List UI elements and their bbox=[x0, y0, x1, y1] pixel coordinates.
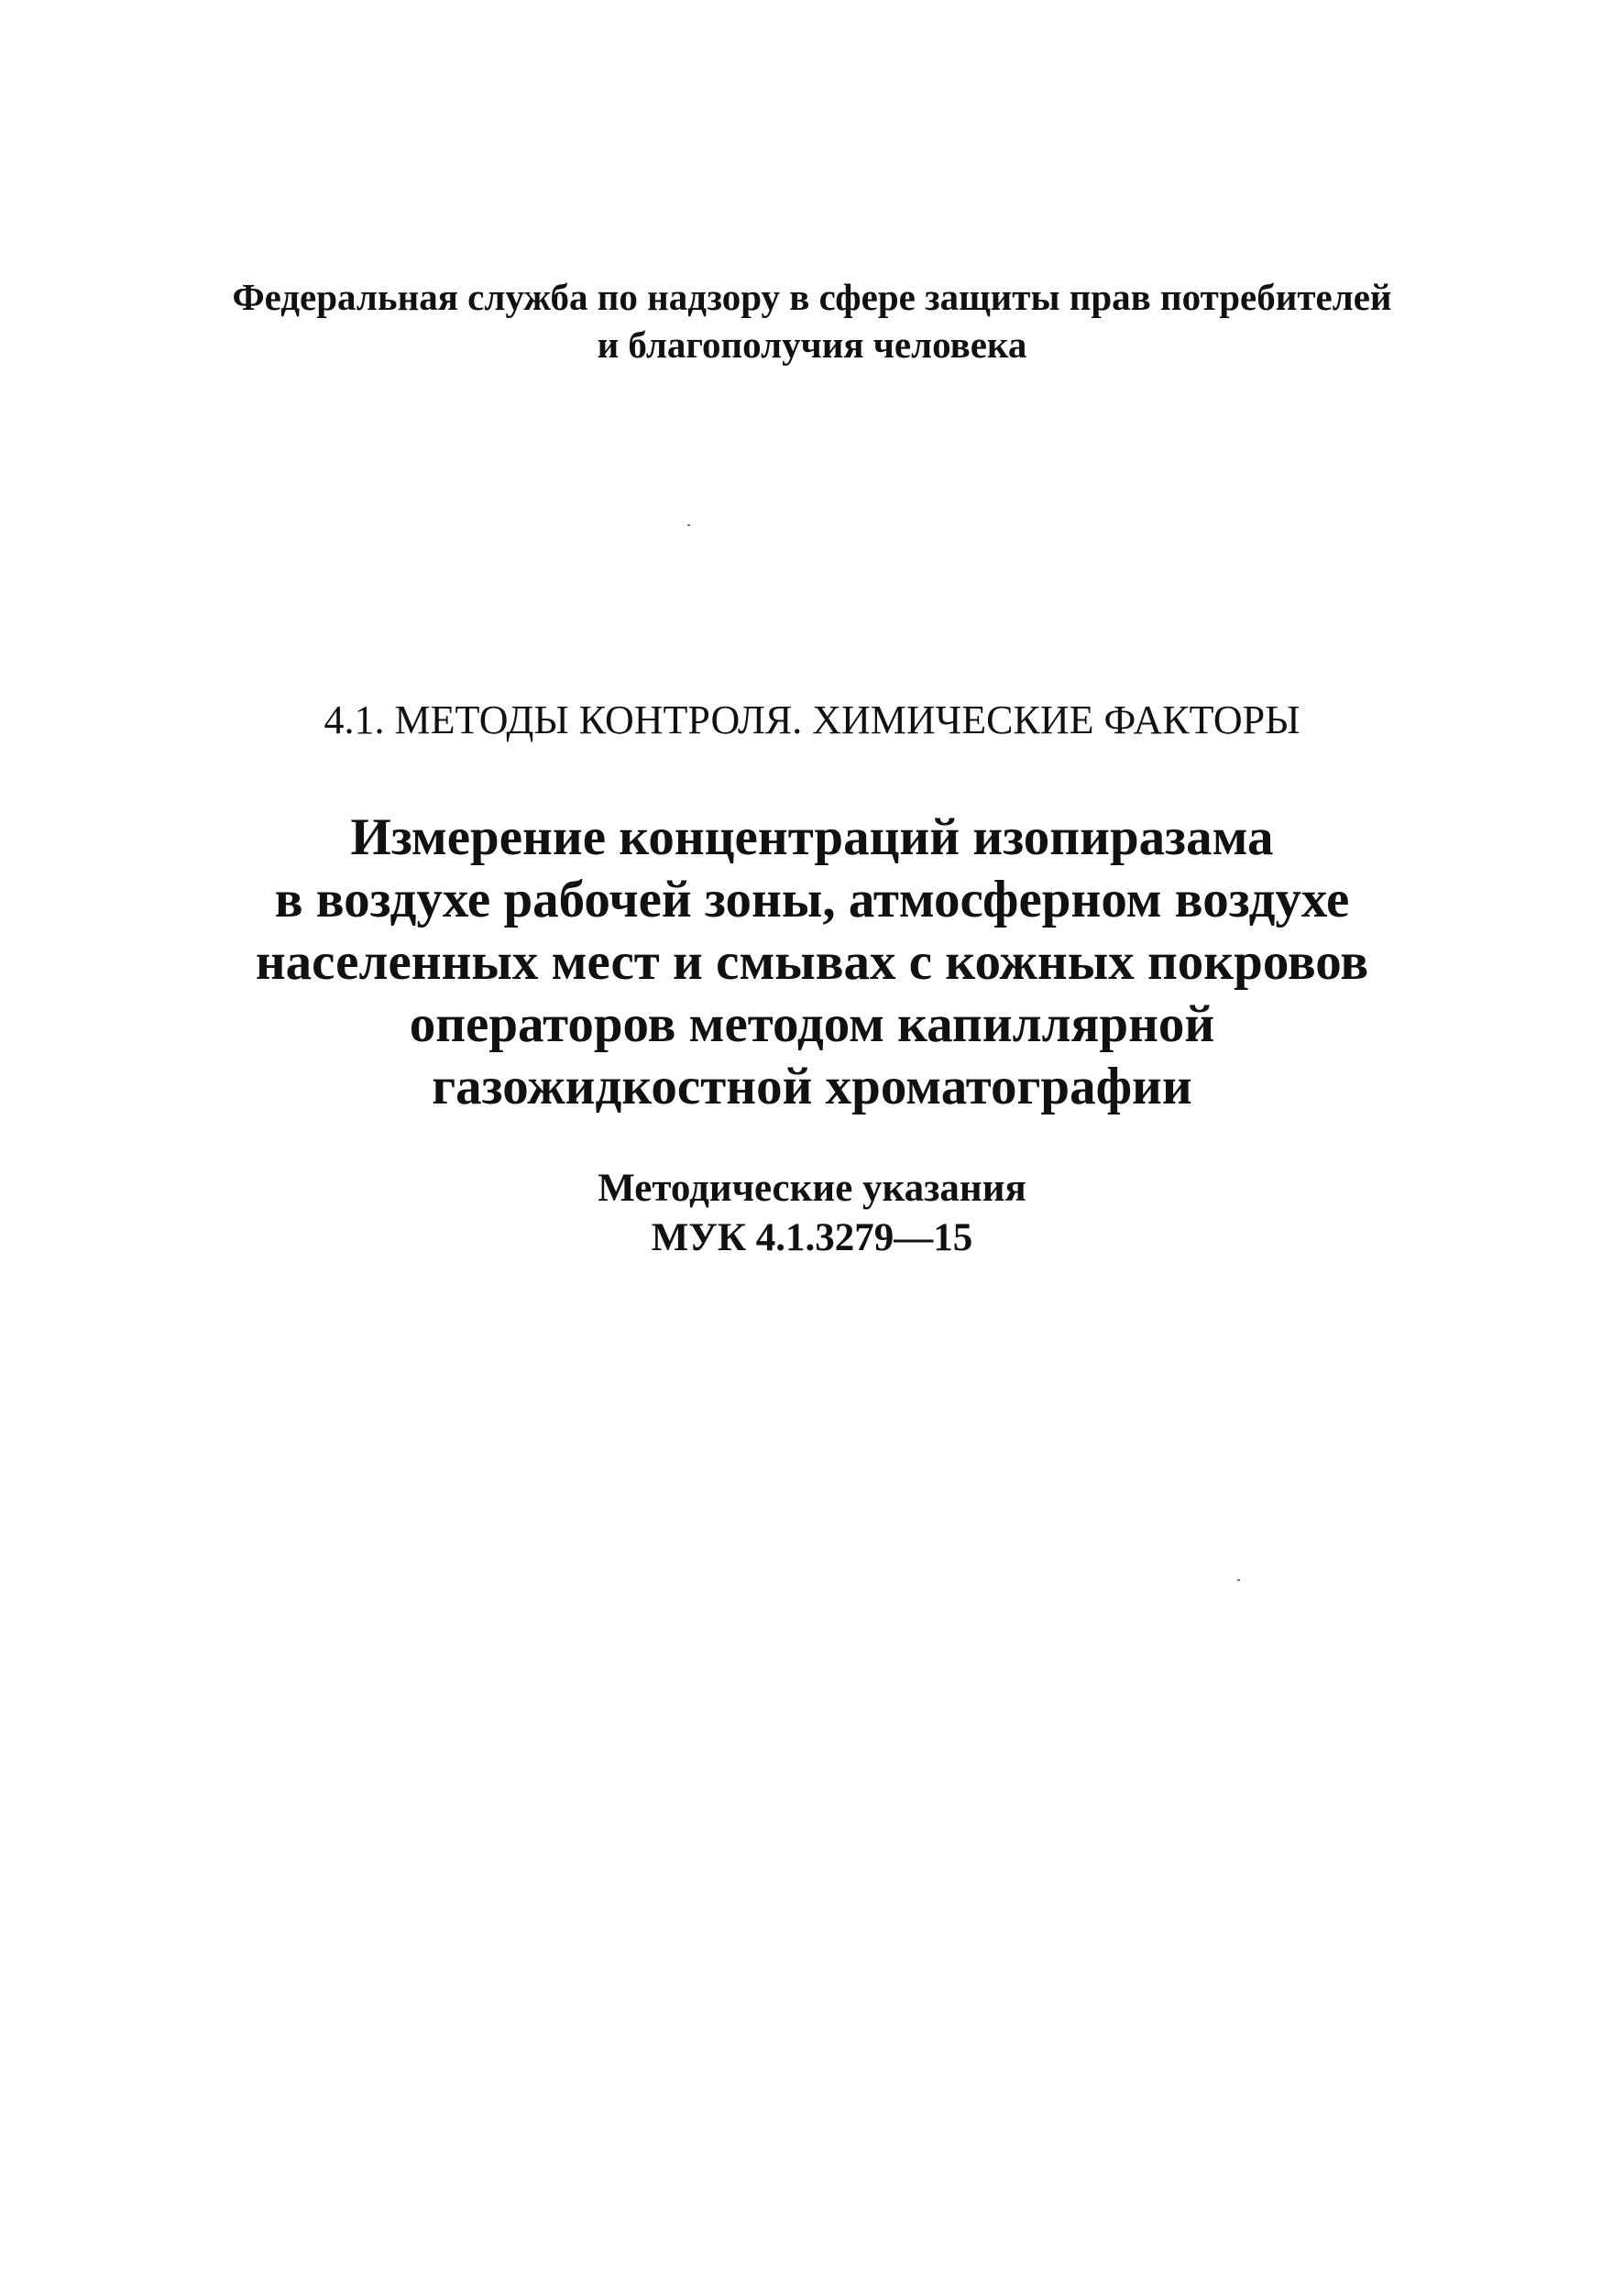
agency-header bbox=[0, 273, 1624, 368]
scan-speck bbox=[1237, 1579, 1240, 1581]
agency-line-2: и благополучия человека bbox=[597, 324, 1027, 366]
section-label: 4.1. МЕТОДЫ КОНТРОЛЯ. ХИМИЧЕСКИЕ ФАКТОРЫ bbox=[324, 697, 1300, 742]
title-line-3: населенных мест и смывах с кожных покровов bbox=[255, 933, 1369, 991]
title-line-2: в воздухе рабочей зоны, атмосферном воздухе bbox=[274, 871, 1350, 928]
title-line-1: Измерение концентраций изопиразама bbox=[350, 808, 1274, 866]
document-type: Методические указания bbox=[598, 1167, 1026, 1210]
document-code: МУК 4.1.3279—15 bbox=[651, 1216, 973, 1259]
scan-speck bbox=[687, 524, 690, 526]
title-line-4: операторов методом капиллярной bbox=[409, 995, 1215, 1053]
section-heading bbox=[0, 695, 1624, 746]
agency-line-1: Федеральная служба по надзору в сфере защиты прав потребителей bbox=[232, 276, 1392, 318]
document-type-block bbox=[0, 1164, 1624, 1263]
document-title bbox=[0, 807, 1624, 1118]
title-line-5: газожидкостной хроматографии bbox=[432, 1058, 1192, 1115]
